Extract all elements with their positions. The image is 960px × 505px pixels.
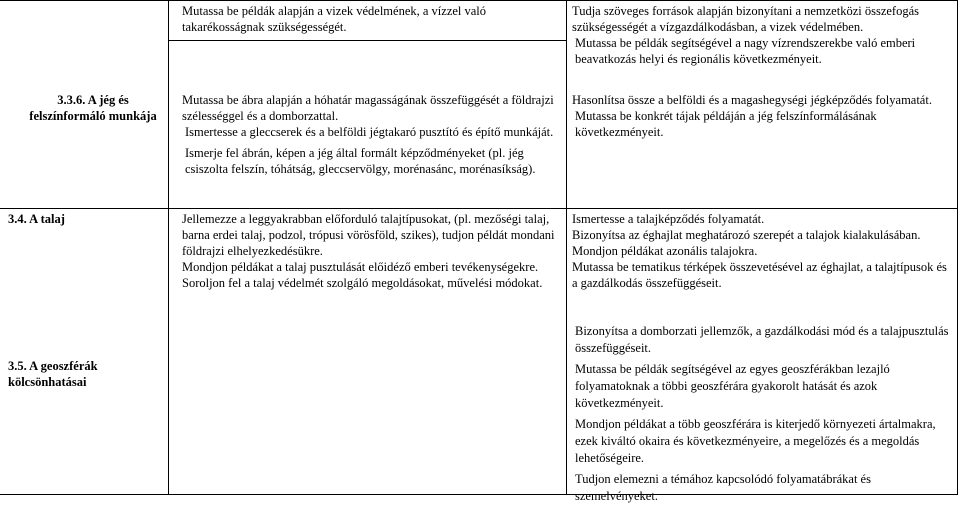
requirement-text: Mondjon példákat azonális talajokra. xyxy=(572,244,758,258)
requirement-text: Jellemezze a leggyakrabban előforduló talajtípusokat, (pl. mezőségi talaj, barna erdei talaj, podzol, trópusi vörösföld, szikes), tudjon példát mondani földrajzi elhelyezkedésükre. xyxy=(182,212,555,258)
requirement-text: Soroljon fel a talaj védelmét szolgáló megoldásokat, művelési módokat. xyxy=(182,276,543,290)
requirement-text: Bizonyítsa a domborzati jellemzők, a gazdálkodási mód és a talajpusztulás összefüggéseit. xyxy=(575,324,949,355)
requirement-text: Mutassa be ábra alapján a hóhatár magasságának összefüggését a földrajzi szélességgel és a domborzattal. xyxy=(182,93,554,123)
advanced-requirement-cell xyxy=(572,211,952,291)
topic-title: 3.4. A talaj xyxy=(8,212,65,226)
requirement-text: Bizonyítsa az éghajlat meghatározó szerepét a talajok kialakulásában. xyxy=(572,228,921,242)
requirement-cell xyxy=(182,3,558,35)
requirement-text: Mutassa be tematikus térképek összevetésével az éghajlat, a talajtípusok és a gazdálkodás összefüggéseit. xyxy=(572,260,947,290)
requirement-text: Ismertesse a gleccserek és a belföldi jégtakaró pusztító és építő munkáját. xyxy=(185,125,554,139)
column-divider xyxy=(566,0,567,495)
row-divider xyxy=(0,0,958,1)
row-divider xyxy=(0,208,958,209)
requirement-cell xyxy=(182,211,558,291)
requirement-text: Mutassa be példák alapján a vizek védelmének, a vízzel való takarékosságnak szükségességét. xyxy=(182,4,487,34)
topic-title: 3.3.6. A jég és felszínformáló munkája xyxy=(29,93,157,123)
requirement-text: Tudjon elemezni a témához kapcsolódó folyamatábrákat és szemelvényeket. xyxy=(575,472,871,503)
advanced-requirement-cell xyxy=(572,92,952,140)
requirement-text: Mutassa be példák segítségével a nagy vízrendszerekbe való emberi beavatkozás helyi és regionális következményeit. xyxy=(575,36,916,66)
requirement-text: Tudja szöveges források alapján bizonyítani a nemzetközi összefogás szükségességét a vízgazdálkodásban, a vizek védelmében. xyxy=(572,4,920,34)
requirement-text: Ismerje fel ábrán, képen a jég által formált képződményeket (pl. jég csiszolta felszín, tóhátság, gleccservölgy, morénasánc, morénasíkság). xyxy=(185,146,536,176)
topic-title: 3.5. A geoszférák kölcsönhatásai xyxy=(8,359,98,389)
row-divider xyxy=(169,40,566,41)
requirement-text: Ismertesse a talajképződés folyamatát. xyxy=(572,212,765,226)
requirement-cell xyxy=(182,92,558,177)
requirement-text: Mondjon példákat a talaj pusztulását előidéző emberi tevékenységekre. xyxy=(182,260,539,274)
column-divider xyxy=(168,0,169,495)
requirement-text: Mutassa be példák segítségével az egyes geoszférákban lezajló folyamatoknak a többi geoszférára gyakorolt hatását és azok következményeit. xyxy=(575,362,890,410)
advanced-requirement-cell xyxy=(572,3,952,67)
advanced-requirement-cell xyxy=(572,323,952,505)
column-divider xyxy=(957,0,958,495)
requirement-text: Mondjon példákat a több geoszférára is kiterjedő környezeti ártalmakra, ezek kiváltó okaira és következményeire, a megelőzés és a megoldás lehetőségeire. xyxy=(575,417,936,465)
requirement-text: Mutassa be konkrét tájak példáján a jég felszínformálásának következményeit. xyxy=(575,109,877,139)
requirement-text: Hasonlítsa össze a belföldi és a magashegységi jégképződés folyamatát. xyxy=(572,93,932,107)
